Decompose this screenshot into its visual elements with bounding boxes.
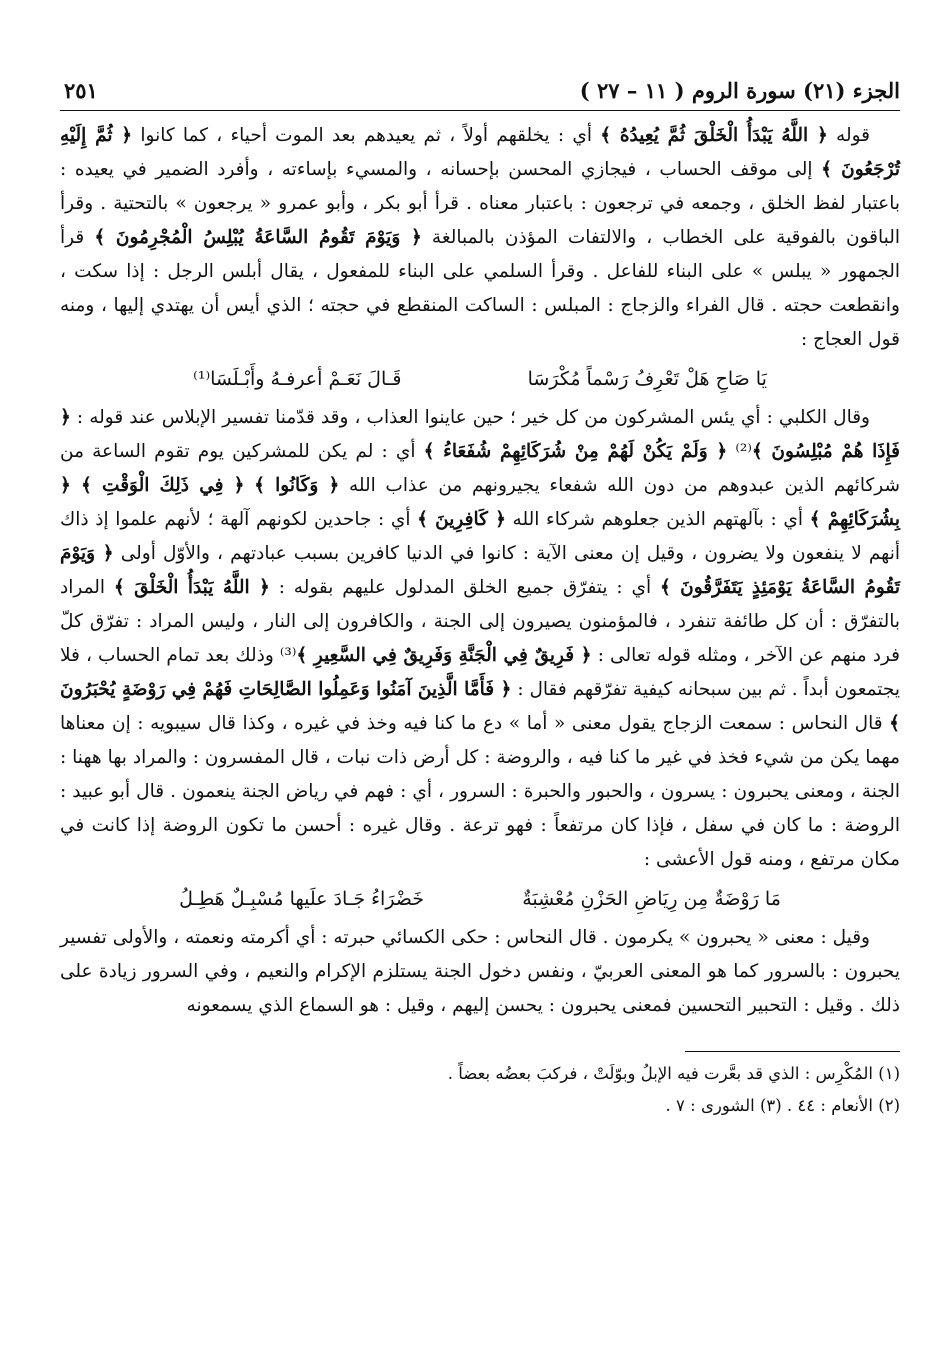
commentary-text: أي : جاحدين لكونهم آلهة ؛ لأنهم علموا إذ ذاك أنهم لا ينفعون ولا يضرون ، وقيل إن معنى الآية : كانوا في الدنيا كافرين بسبب عبادتهم ، والأوّل أولى [60, 509, 901, 564]
commentary-text: المراد بالتفرّق : أن كل طائفة تنفرد ، فالمؤمنون يصيرون إلى الجنة ، والكافرون إلى النار ، وليس المراد : تفرّق كلّ فرد منهم عن الآخر ، ومثله قوله تعالى : [60, 577, 901, 666]
commentary-text: قوله [827, 125, 870, 146]
running-title: الجزء (٢١) سورة الروم ( ١١ – ٢٧ ) [579, 78, 900, 103]
commentary-text: إلى موقف الحساب ، فيجازي المحسن بإحسانه ، والمسيء بإساءته ، وأفرد الضمير في يعيده : باعتبار لفظ الخلق ، وجمعه في ترجعون : باعتبار معناه . قرأ أبو بكر ، وأبو عمرو « يرجعون » بالتحتية . وقرأ الباقون بالفوقية على الخطاب ، والالتفات المؤذن بالمبالغة [60, 159, 900, 248]
page-body [60, 119, 900, 1023]
paragraph [60, 401, 900, 877]
quran-quote: ﴿ فِي ذَلِكَ الْوَقْتِ ﴾ ﴿ بِشُرَكَائِهِمْ ﴾ [60, 475, 900, 530]
quran-quote: ﴿ ثُمَّ إِلَيْهِ تُرْجَعُونَ ﴾ [60, 125, 900, 180]
page-number: ٢٥١ [64, 78, 98, 103]
commentary-text: أي : يخلقهم أولاً ، ثم يعيدهم بعد الموت أحياء ، كما كانوا [132, 125, 601, 146]
quran-quote: ﴿ وَلَمْ يَكُنْ لَهُمْ مِنْ شُرَكَائِهِمْ شُفَعَاءُ ﴾ [423, 441, 728, 462]
quran-quote: ﴿ اللَّهُ يَبْدَأُ الْخَلْقَ ثُمَّ يُعِيدُهُ ﴾ [600, 125, 828, 146]
footnote-separator [685, 1051, 900, 1052]
footnote: (٢) الأنعام : ٤٤ . (٣) الشورى : ٧ . [665, 1096, 900, 1115]
poetry-verse [60, 877, 900, 921]
verse-first-hemistich: مَا رَوْضَةٌ مِن رِيَاضِ الحَزْنِ مُعْشِبَةٌ [522, 888, 781, 910]
quran-quote: ﴿ فَأَمَّا الَّذِينَ آمَنُوا وَعَمِلُوا الصَّالِحَاتِ فَهُمْ فِي رَوْضَةٍ يُحْبَرُونَ ﴾ [60, 679, 900, 734]
quran-quote: ﴿ اللَّهُ يَبْدَأُ الْخَلْقَ ﴾ [113, 577, 270, 598]
poetry-verse [60, 357, 900, 401]
verse-first-hemistich: يَا صَاحِ هَلْ تَعْرِفُ رَسْماً مُكْرَسَا [527, 368, 767, 390]
verse-second-hemistich: قَـالَ نَعَـمْ أعرفـهُ وأَبْـلَسَا⁽¹⁾ [193, 368, 402, 390]
commentary-text: وقال الكلبي : أي يئس المشركون من كل خير ؛ حين عاينوا العذاب ، وقد قدّمنا تفسير الإبلاس عند قوله : [70, 407, 870, 428]
quran-quote: ﴿ وَيَوْمَ تَقُومُ السَّاعَةُ يَوْمَئِذٍ يَتَفَرَّقُونَ ﴾ [60, 543, 900, 598]
commentary-text: أي : يتفرّق جميع الخلق المدلول عليهم بقوله : [269, 577, 660, 598]
commentary-text: ⁽³⁾ وذلك بعد تمام الحساب ، فلا يجتمعون أبداً . ثم بين سبحانه كيفية تفرّقهم فقال : [60, 645, 900, 700]
verse-second-hemistich: خَضْرَاءُ جَـادَ علَيها مُسْبِـلٌ هَطِـلُ [179, 888, 425, 910]
quran-quote: ﴿ كَافِرِينَ ﴾ [417, 509, 506, 530]
commentary-text: وقيل : معنى « يحبرون » يكرمون . قال النحاس : حكى الكسائي حبرته : أي أكرمته ونعمته ، والأولى تفسير يحبرون : بالسرور كما هو المعنى العربيّ ، ونفس دخول الجنة يستلزم الإكرام والنعيم ، وفي السرور زيادة على ذلك . وقيل : التحبير التحسين فمعنى يحبرون : يحسن إليهم ، وقيل : هو السماع الذي يسمعونه [60, 927, 900, 1016]
page-header [60, 70, 900, 111]
paragraph [60, 119, 900, 357]
quran-quote: ﴿ فَرِيقٌ فِي الْجَنَّةِ وَفَرِيقٌ فِي السَّعِيرِ ﴾ [296, 645, 592, 666]
commentary-text: أي : بآلهتهم الذين جعلوهم شركاء الله [505, 509, 810, 530]
commentary-text: ⁽²⁾ [727, 441, 752, 462]
commentary-text: قال النحاس : سمعت الزجاج يقول معنى « أما » دع ما كنا فيه وخذ في غيره ، وكذا قال سيبويه : إن معناها مهما يكن من شيء فخذ في غير ما كنا فيه ، والروضة : كل أرض ذات نبات ، قال المفسرون : والمراد بها ههنا : الجنة ، ومعنى يحبرون : يسرون ، والحبور والحبرة : السرور ، أي : فهم في رياض الجنة ينعمون . قال أبو عبيد : الروضة : ما كان في سفل ، فإذا كان مرتفعاً : فهو ترعة . وقال غيره : أحسن ما تكون الروضة إذا كانت في مكان مرتفع ، ومنه قول الأعشى : [60, 713, 900, 870]
quran-quote: ﴿ وَكَانُوا ﴾ [254, 475, 340, 496]
quran-quote: ﴿ وَيَوْمَ تَقُومُ السَّاعَةُ يُبْلِسُ الْمُجْرِمُونَ ﴾ [94, 227, 422, 248]
book-page [60, 70, 900, 1122]
quran-quote: ﴿ فَإِذَا هُمْ مُبْلِسُونَ ﴾ [60, 407, 900, 462]
paragraph [60, 921, 900, 1023]
commentary-text: أي : لم يكن للمشركين يوم تقوم الساعة من شركائهم الذين عبدوهم من دون الله شفعاء يجيرونهم من عذاب الله [60, 441, 900, 496]
footnote: (١) المُكْرِس : الذي قد بعَّرت فيه الإبلُ وبوّلَتْ ، فركبَ بعضُه بعضاً . [447, 1064, 900, 1083]
commentary-text: قرأ الجمهور « يبلس » على البناء للفاعل . وقرأ السلمي على البناء للمفعول ، يقال أبلس الرجل : إذا سكت ، وانقطعت حجته . قال الفراء والزجاج : المبلس : الساكت المنقطع في حجته ؛ الذي أيس أن يهتدي إليها ، ومنه قول العجاج : [60, 227, 900, 350]
commentary-text [244, 475, 254, 496]
